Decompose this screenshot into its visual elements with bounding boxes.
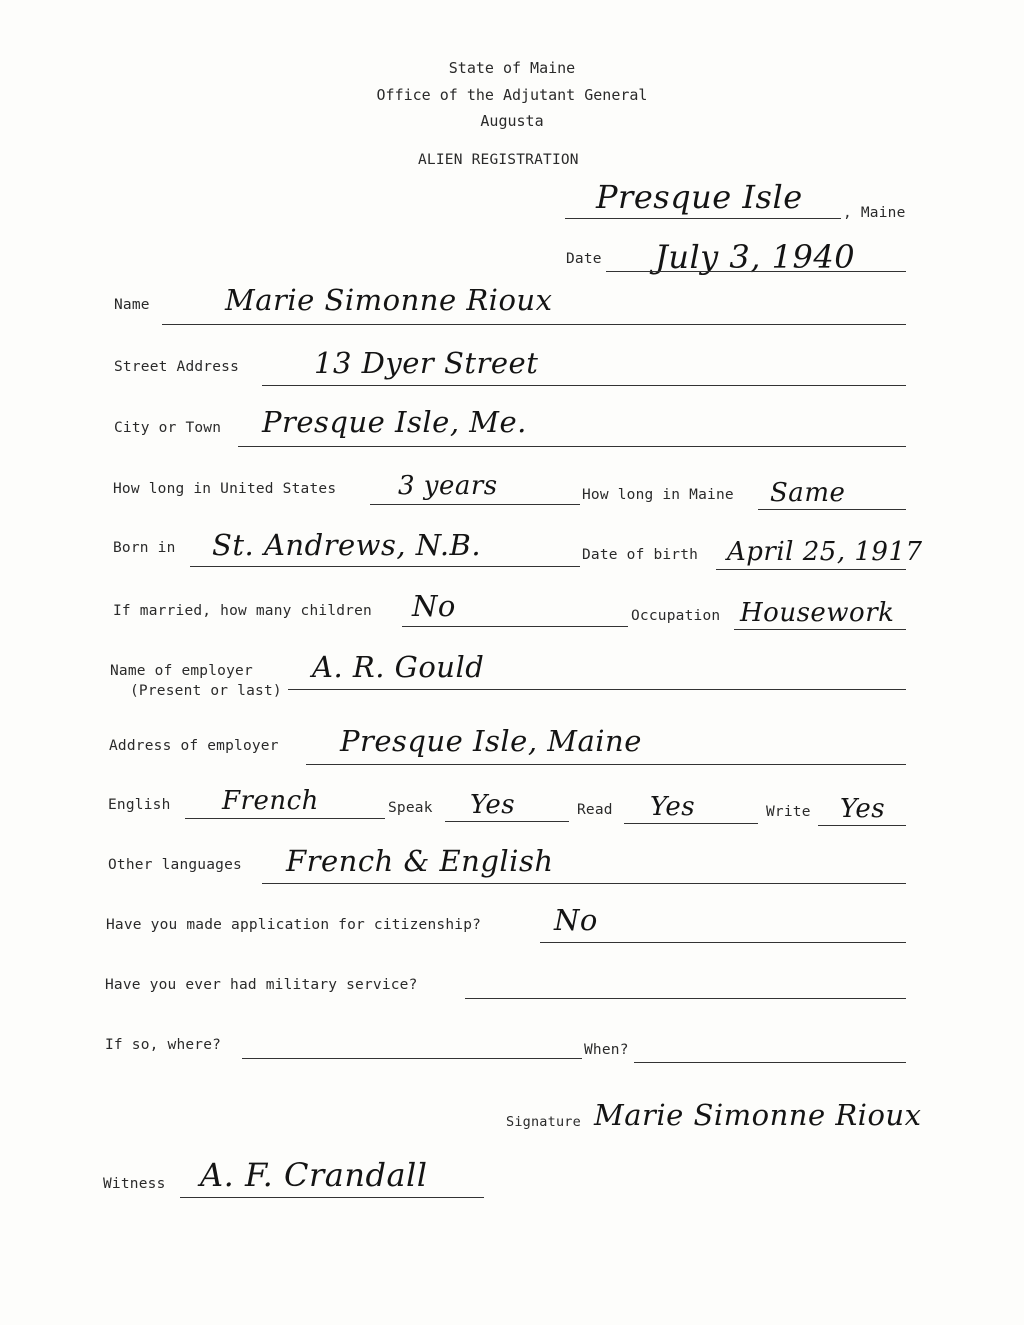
- how-long-us-label: How long in United States: [113, 481, 337, 497]
- born-in-value: St. Andrews, N.B.: [212, 528, 482, 562]
- name-label: Name: [114, 297, 150, 313]
- where-label: If so, where?: [105, 1037, 222, 1053]
- place-suffix: , Maine: [843, 205, 906, 221]
- write-label: Write: [766, 804, 811, 820]
- how-long-maine-line: [758, 509, 906, 510]
- occupation-label: Occupation: [631, 608, 721, 624]
- city-line: [238, 446, 906, 447]
- how-long-maine-label: How long in Maine: [582, 487, 734, 503]
- city-label: City or Town: [114, 420, 222, 436]
- when-label: When?: [584, 1042, 629, 1058]
- employer-address-label: Address of employer: [109, 738, 279, 754]
- other-languages-value: French & English: [286, 844, 554, 878]
- citizenship-label: Have you made application for citizenship?: [106, 917, 482, 933]
- military-label: Have you ever had military service?: [105, 977, 418, 993]
- witness-label: Witness: [103, 1176, 166, 1192]
- street-address-label: Street Address: [114, 359, 240, 375]
- write-value: Yes: [840, 794, 886, 824]
- employer-name-value: A. R. Gould: [312, 650, 485, 684]
- read-line: [624, 823, 758, 824]
- speak-line: [445, 821, 569, 822]
- read-value: Yes: [650, 792, 696, 822]
- witness-line: [180, 1197, 484, 1198]
- street-address-value: 13 Dyer Street: [314, 346, 539, 380]
- speak-label: Speak: [388, 800, 433, 816]
- signature-value: Marie Simonne Rioux: [594, 1098, 922, 1132]
- occupation-value: Housework: [740, 598, 895, 628]
- children-value: No: [412, 589, 456, 623]
- place-value: Presque Isle: [596, 178, 803, 216]
- header-city: Augusta: [480, 112, 544, 130]
- employer-name-sublabel: (Present or last): [130, 683, 282, 699]
- how-long-maine-value: Same: [770, 478, 846, 508]
- military-line: [465, 998, 906, 999]
- date-line: [606, 271, 906, 272]
- other-languages-line: [262, 883, 906, 884]
- employer-name-label: Name of employer: [110, 663, 253, 679]
- date-of-birth-line: [716, 569, 906, 570]
- street-address-line: [262, 385, 906, 386]
- employer-name-line: [288, 689, 906, 690]
- date-of-birth-label: Date of birth: [582, 547, 699, 563]
- other-languages-label: Other languages: [108, 857, 242, 873]
- signature-label: Signature: [506, 1114, 581, 1130]
- how-long-us-line: [370, 504, 580, 505]
- children-label: If married, how many children: [113, 603, 372, 619]
- date-value: July 3, 1940: [655, 238, 856, 276]
- employer-address-line: [306, 764, 906, 765]
- citizenship-line: [540, 942, 906, 943]
- born-in-label: Born in: [113, 540, 176, 556]
- place-line: [565, 218, 841, 219]
- english-value: French: [222, 786, 319, 816]
- city-value: Presque Isle, Me.: [262, 405, 527, 439]
- children-line: [402, 626, 628, 627]
- name-line: [162, 324, 906, 325]
- form-title: ALIEN REGISTRATION: [418, 152, 579, 168]
- witness-value: A. F. Crandall: [200, 1156, 428, 1194]
- occupation-line: [734, 629, 906, 630]
- read-label: Read: [577, 802, 613, 818]
- where-line: [242, 1058, 582, 1059]
- date-of-birth-value: April 25, 1917: [727, 537, 923, 567]
- citizenship-value: No: [554, 903, 598, 937]
- name-value: Marie Simonne Rioux: [225, 283, 553, 317]
- when-line: [634, 1062, 906, 1063]
- how-long-us-value: 3 years: [398, 471, 498, 501]
- english-line: [185, 818, 385, 819]
- speak-value: Yes: [470, 790, 516, 820]
- born-in-line: [190, 566, 580, 567]
- english-label: English: [108, 797, 171, 813]
- header-office: Office of the Adjutant General: [376, 86, 648, 104]
- write-line: [818, 825, 906, 826]
- header-state: State of Maine: [448, 59, 576, 77]
- employer-address-value: Presque Isle, Maine: [340, 724, 642, 758]
- date-label: Date: [566, 251, 602, 267]
